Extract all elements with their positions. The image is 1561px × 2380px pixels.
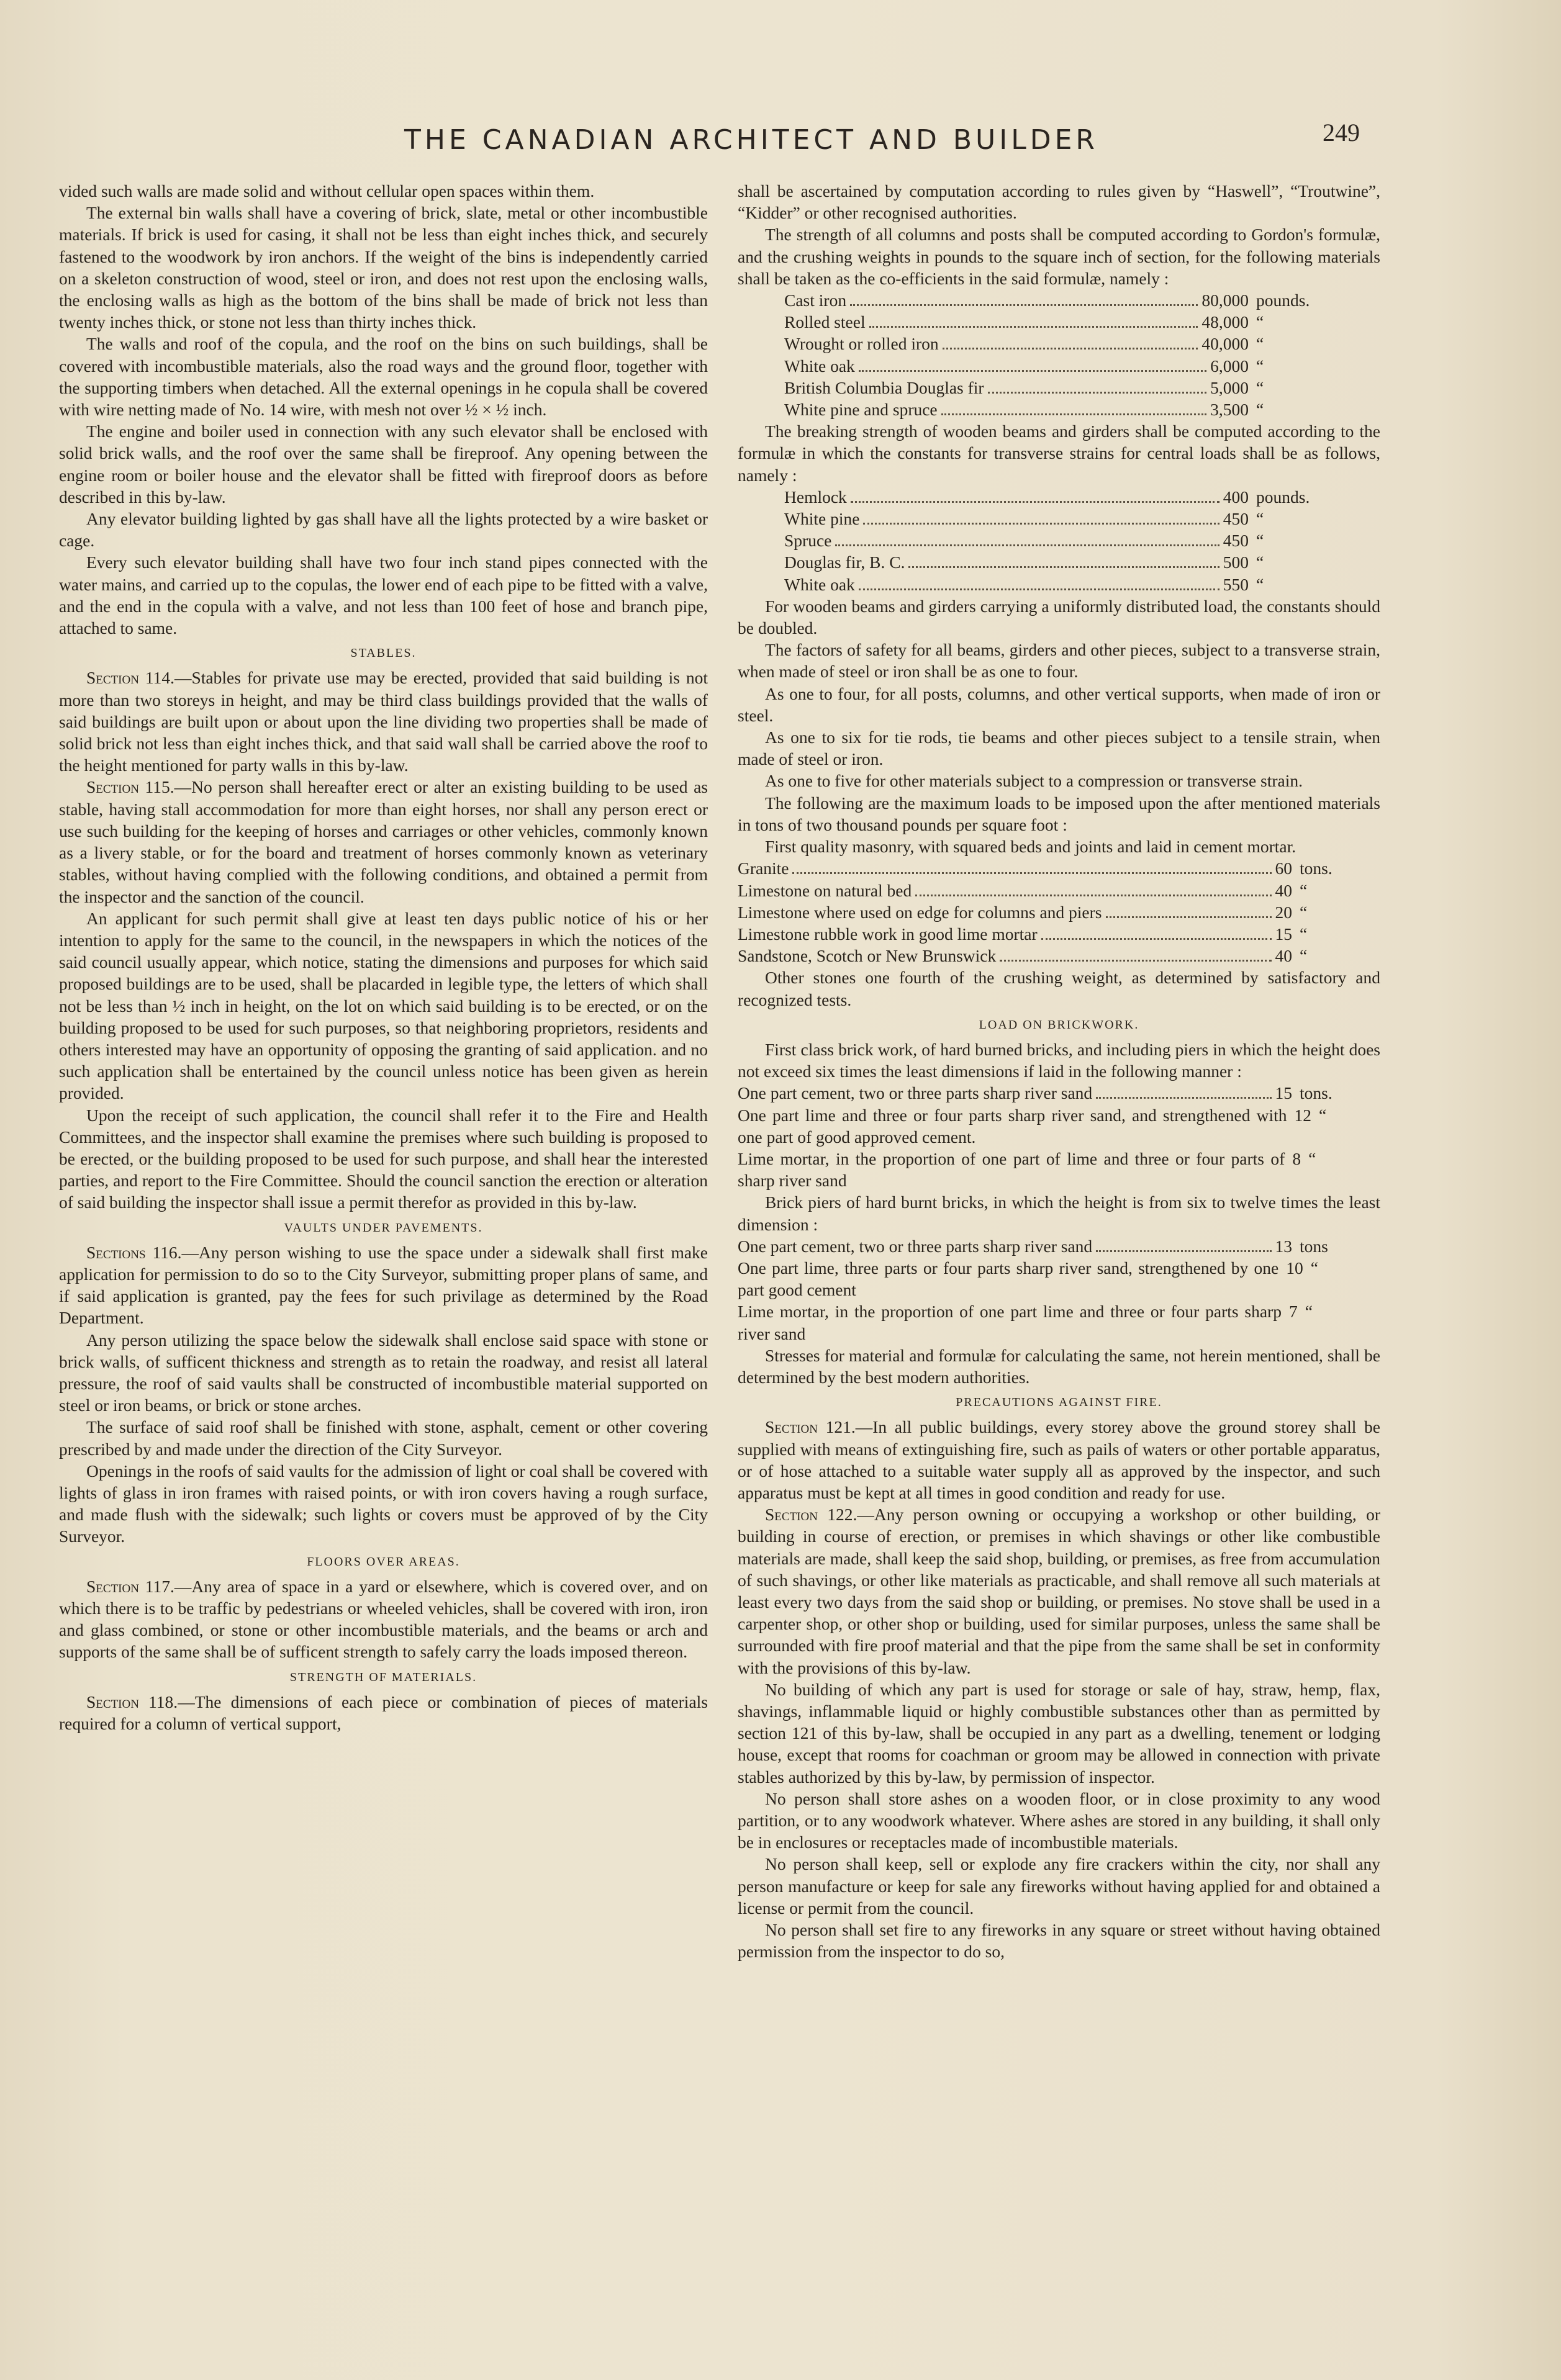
left-column: [59, 180, 708, 1734]
material-value: 8: [1292, 1148, 1301, 1168]
material-unit: tons.: [1300, 1083, 1333, 1103]
section-paragraph: [59, 1575, 708, 1663]
section-paragraph: [59, 1691, 708, 1734]
paragraph: First quality masonry, with squared beds and joints and laid in cement mortar.: [765, 837, 1296, 857]
material-name: Wrought or rolled iron: [784, 334, 939, 354]
leader-dots: [863, 523, 1219, 525]
material-unit: tons.: [1300, 859, 1333, 878]
section-heading: PRECAUTIONS AGAINST FIRE.: [956, 1395, 1162, 1410]
material-value: 550: [1223, 574, 1249, 594]
material-value: 40: [1275, 946, 1292, 966]
leader-dots: [869, 326, 1198, 328]
material-value: 40,000: [1201, 334, 1249, 354]
paragraph: No building of which any part is used for storage or sale of hay, straw, hemp, flax, shavings, inflammable liquid or highly combustible substances other than as permitted by section 121 of this by-law, shall be occupied in any part as a dwelling, tenement or lodging house, except that rooms for coachman or groom may be allowed in connection with private stables authorized by this by-law, by permission of inspector.: [738, 1679, 1380, 1787]
paragraph: Every such elevator building shall have two four inch stand pipes connected with the water mains, and carried up to the copulas, the lower end of each pipe to be fitted with a valve, and the end in the copula with a valve, and not less than 100 feet of hose and branch pipe, attached to same.: [59, 552, 708, 638]
material-unit: “: [1300, 880, 1308, 900]
section-text: —In all public buildings, every storey above the ground storey shall be supplied with means of extinguishing fire, such as pails of waters or other portable apparatus, or of hose attached to a suitable water supply all as approved by the inspector, and such apparatus must be kept at all times in good condition and ready for use.: [738, 1417, 1380, 1502]
paragraph: vided such walls are made solid and without cellular open spaces within them.: [59, 181, 595, 201]
material-unit: “: [1308, 1148, 1316, 1168]
section-label: Section 114.: [86, 668, 174, 688]
material-value: 80,000: [1201, 291, 1249, 310]
masonry-loads-table: [738, 857, 1380, 967]
material-unit: “: [1300, 924, 1308, 944]
material-unit: “: [1256, 574, 1264, 594]
material-name: Douglas fir, B. C.: [784, 552, 905, 572]
table-row: [738, 857, 1368, 879]
leader-dots: [908, 566, 1219, 568]
section-heading: STRENGTH OF MATERIALS.: [289, 1670, 477, 1684]
paragraph: No person shall keep, sell or explode any fire crackers within the city, nor shall any person manufacture or keep for sale any fireworks without having applied for and obtained a license or permit from the council.: [738, 1854, 1380, 1918]
table-row: [784, 508, 1324, 530]
material-value: 500: [1223, 552, 1249, 572]
section-text: —Any area of space in a yard or elsewhere, which is covered over, and on which there is to be traffic by pedestrians or wheeled vehicles, shall be covered with iron, iron and glass combined, or stone or other incombustible materials, and the beams or arch and supports of the same shall be of sufficent strength to safely carry the loads imposed thereon.: [59, 1576, 708, 1662]
leader-dots: [941, 413, 1206, 415]
material-name: Limestone on natural bed: [738, 880, 912, 900]
material-unit: “: [1256, 334, 1264, 354]
material-name: One part lime, three parts or four parts sharp river sand, strengthened by one part good cement: [738, 1258, 1279, 1300]
table-row: [784, 289, 1324, 311]
paragraph: The factors of safety for all beams, girders and other pieces, subject to a transverse strain, when made of steel or iron shall be as one to four.: [738, 640, 1380, 682]
material-unit: “: [1256, 531, 1264, 551]
section-label: Section 122.: [765, 1505, 857, 1525]
material-value: 48,000: [1201, 312, 1249, 332]
material-name: One part cement, two or three parts sharp river sand: [738, 1236, 1093, 1256]
material-name: Rolled steel: [784, 312, 866, 332]
section-label: Section 117.: [86, 1576, 174, 1596]
paragraph: First class brick work, of hard burned bricks, and including piers in which the height does not exceed six times the least dimensions if laid in the following manner :: [738, 1039, 1380, 1081]
leader-dots: [1096, 1097, 1271, 1099]
section-label: Section 115.: [86, 777, 174, 797]
leader-dots: [1106, 916, 1272, 918]
crushing-weights-table: [738, 289, 1380, 420]
leader-dots: [915, 895, 1271, 896]
material-name: White oak: [784, 356, 855, 376]
table-row: [738, 1148, 1368, 1191]
leader-dots: [988, 392, 1207, 394]
material-name: White oak: [784, 574, 855, 594]
table-row: [738, 880, 1368, 901]
leader-dots: [1096, 1250, 1271, 1252]
section-text: —Stables for private use may be erected, provided that said building is not more than two storeys in height, and may be third class buildings provided that the walls of said buildings are built upon or about upon the line dividing two properties shall be made of solid brick not less than eight inches thick, and that said wall shall be carried above the roof to the height mentioned for party walls in this by-law.: [59, 668, 708, 775]
material-value: 3,500: [1210, 400, 1249, 420]
paragraph: As one to six for tie rods, tie beams and other pieces subject to a tensile strain, when made of steel or iron.: [738, 728, 1380, 769]
page-header: [0, 118, 1561, 174]
material-unit: “: [1319, 1105, 1327, 1125]
section-heading: LOAD ON BRICKWORK.: [979, 1017, 1139, 1032]
paragraph: The surface of said roof shall be finished with stone, asphalt, cement or other covering prescribed by and made under the direction of the City Surveyor.: [59, 1417, 708, 1459]
table-row: [784, 530, 1324, 551]
material-unit: “: [1310, 1258, 1318, 1278]
material-unit: pounds.: [1256, 291, 1310, 310]
paragraph: Other stones one fourth of the crushing weight, as determined by satisfactory and recognized tests.: [738, 968, 1380, 1009]
paragraph: For wooden beams and girders carrying a uniformly distributed load, the constants should be doubled.: [738, 596, 1380, 638]
paragraph: Openings in the roofs of said vaults for the admission of light or coal shall be covered with lights of glass in iron frames with raised points, or with iron covers having a rough surface, and made flush with the sidewalk; such lights or covers must be approved of by the City Surveyor.: [59, 1461, 708, 1546]
paragraph: The strength of all columns and posts shall be computed according to Gordon's formulæ, and the crushing weights in pounds to the square inch of section, for the following materials shall be taken as the co-efficients in the said formulæ, namely :: [738, 225, 1380, 288]
table-row: [784, 377, 1324, 399]
table-row: [738, 901, 1368, 923]
paragraph: The walls and roof of the copula, and the roof on the bins on such buildings, shall be covered with incombustible materials, also the road ways and the ground floor, together with the supporting timbers when detached. All the external openings in he copula shall be covered with wire netting made of No. 14 wire, with mesh not over ½ × ½ inch.: [59, 334, 708, 420]
table-row: [784, 486, 1324, 508]
material-name: Limestone where used on edge for columns and piers: [738, 902, 1102, 922]
material-value: 5,000: [1210, 377, 1249, 397]
table-row: [784, 355, 1324, 377]
leader-dots: [792, 872, 1271, 874]
material-unit: “: [1256, 552, 1264, 572]
material-value: 15: [1275, 924, 1292, 944]
section-heading: STABLES.: [350, 646, 417, 660]
leader-dots: [1000, 960, 1271, 962]
leader-dots: [943, 348, 1198, 349]
material-value: 450: [1223, 509, 1249, 529]
table-row: [738, 1300, 1368, 1344]
leader-dots: [859, 588, 1219, 590]
leader-dots: [851, 501, 1219, 503]
material-value: 400: [1223, 487, 1249, 507]
material-unit: “: [1256, 356, 1264, 376]
material-name: Spruce: [784, 531, 832, 551]
brick-loads-table-1: [738, 1082, 1380, 1191]
paragraph: As one to four, for all posts, columns, and other vertical supports, when made of iron or steel.: [738, 683, 1380, 725]
table-row: [784, 574, 1324, 595]
material-unit: tons: [1300, 1236, 1328, 1256]
leader-dots: [859, 370, 1206, 372]
right-column: [738, 180, 1380, 1962]
material-unit: “: [1300, 902, 1308, 922]
table-row: [784, 311, 1324, 333]
material-value: 12: [1294, 1105, 1312, 1125]
material-unit: “: [1256, 377, 1264, 397]
table-row: [784, 551, 1324, 573]
table-row: [738, 1257, 1368, 1300]
brick-loads-table-2: [738, 1235, 1380, 1345]
section-label: Sections 116.: [86, 1242, 182, 1262]
page-number: 249: [1323, 119, 1360, 146]
material-name: Granite: [738, 859, 789, 878]
section-paragraph: [59, 776, 708, 907]
material-name: One part lime and three or four parts sharp river sand, and strengthened with one part of good approved cement.: [738, 1105, 1287, 1147]
material-name: Cast iron: [784, 291, 847, 310]
material-unit: “: [1256, 312, 1264, 332]
breaking-strength-table: [738, 486, 1380, 595]
table-row: [738, 1104, 1368, 1148]
table-row: [784, 333, 1324, 354]
paragraph: Upon the receipt of such application, the council shall refer it to the Fire and Health Committees, and the inspector shall examine the premises where such building is proposed to be erected, or the building proposed to be used for such purpose, and shall hear the interested parties, and report to the Fire Committee. Should the council sanction the erection or alteration of said building the inspector shall issue a permit therefor as provided in this by-law.: [59, 1105, 708, 1212]
material-value: 20: [1275, 902, 1292, 922]
material-name: One part cement, two or three parts sharp river sand: [738, 1083, 1093, 1103]
material-name: Lime mortar, in the proportion of one part of lime and three or four parts of sharp river sand: [738, 1148, 1285, 1191]
section-paragraph: [738, 1503, 1380, 1679]
paragraph: No person shall set fire to any fireworks in any square or street without having obtained permission from the inspector to do so,: [738, 1920, 1380, 1962]
material-value: 6,000: [1210, 356, 1249, 376]
paragraph: Any elevator building lighted by gas shall have all the lights protected by a wire basket or cage.: [59, 509, 708, 551]
material-unit: “: [1300, 946, 1308, 966]
section-heading: FLOORS OVER AREAS.: [307, 1554, 460, 1569]
section-heading: VAULTS UNDER PAVEMENTS.: [284, 1220, 483, 1235]
paragraph: Any person utilizing the space below the sidewalk shall enclose said space with stone or brick walls, of sufficent thickness and strength as to retain the roadway, and resist all lateral pressure, the roof of said vaults shall be constructed of incombustible material supported on steel or iron beams, or brick or stone arches.: [59, 1330, 708, 1415]
table-row: [738, 1082, 1368, 1104]
section-label: Section 118.: [86, 1692, 178, 1711]
paragraph: The external bin walls shall have a covering of brick, slate, metal or other incombustible materials. If brick is used for casing, it shall not be less than eight inches thick, and securely fastened to the woodwork by iron anchors. If the weight of the bins is independently carried on a skeleton construction of wood, steel or iron, and does not rest upon the enclosing walls, the enclosing walls as high as the bottom of the bins shall be made of brick not less than twenty inches thick, or stone not less than thirty inches thick.: [59, 203, 708, 332]
section-paragraph: [738, 1416, 1380, 1503]
paragraph: As one to five for other materials subject to a compression or transverse strain.: [765, 771, 1303, 791]
material-value: 40: [1275, 880, 1292, 900]
table-row: [784, 399, 1324, 420]
material-unit: “: [1256, 400, 1264, 420]
section-text: —The dimensions of each piece or combination of pieces of materials required for a column of vertical support,: [59, 1692, 708, 1734]
leader-dots: [1041, 938, 1272, 940]
paragraph: The engine and boiler used in connection with any such elevator shall be enclosed with solid brick walls, and the roof over the same shall be fireproof. Any opening between the engine room or boiler house and the elevator shall be fitted with fireproof doors as before described in this by-law.: [59, 421, 708, 507]
paragraph: The following are the maximum loads to be imposed upon the after mentioned materials in tons of two thousand pounds per square foot :: [738, 793, 1380, 834]
material-name: Sandstone, Scotch or New Brunswick: [738, 946, 997, 966]
material-value: 13: [1275, 1236, 1292, 1256]
material-value: 60: [1275, 859, 1292, 878]
section-text: —No person shall hereafter erect or alter an existing building to be used as stable, having stall accommodation for more than eight horses, nor shall any person erect or use such building for the keeping of horses and carriages or other vehicles, commonly known as a livery stable, or for the board and treatment of horses commonly known as veterinary stables, without having complied with the following conditions, and obtained a permit from the inspector and the sanction of the council.: [59, 777, 708, 906]
leader-dots: [835, 544, 1219, 546]
material-value: 450: [1223, 531, 1249, 551]
paragraph: No person shall store ashes on a wooden floor, or in close proximity to any wood partition, or to any woodwork whatever. Where ashes are stored in any building, it shall only be in enclosures or receptacles made of incombustible materials.: [738, 1788, 1380, 1852]
paragraph: shall be ascertained by computation according to rules given by “Haswell”, “Troutwine”, “Kidder” or other recognised authorities.: [738, 181, 1380, 223]
section-paragraph: [59, 1242, 708, 1329]
material-unit: pounds.: [1256, 487, 1310, 507]
paragraph: Brick piers of hard burnt bricks, in which the height is from six to twelve times the least dimension :: [738, 1192, 1380, 1234]
journal-title: THE CANADIAN ARCHITECT AND BUILDER: [404, 124, 1098, 156]
material-name: Hemlock: [784, 487, 847, 507]
material-name: Lime mortar, in the proportion of one part lime and three or four parts sharp river sand: [738, 1302, 1282, 1343]
material-name: White pine: [784, 509, 860, 529]
material-name: White pine and spruce: [784, 400, 938, 420]
paragraph: Stresses for material and formulæ for calculating the same, not herein mentioned, shall be determined by the best modern authorities.: [738, 1345, 1380, 1387]
section-label: Section 121.: [765, 1417, 856, 1437]
section-text: —Any person wishing to use the space under a sidewalk shall first make application for permission to do so to the City Surveyor, submitting proper plans of same, and if said application is granted, pay the fees for such privilage as determined by the Road Department.: [59, 1242, 708, 1328]
material-unit: “: [1256, 509, 1264, 529]
material-value: 15: [1275, 1083, 1292, 1103]
leader-dots: [850, 304, 1198, 306]
paragraph: An applicant for such permit shall give at least ten days public notice of his or her intention to apply for the same to the council, in the newspapers in which the notices of the said council usually appear, which notice, stating the dimensions and purposes for which said proposed buildings are to be used, shall be placarded in legible type, the letters of which shall not be less than ½ inch in height, on the lot on which said building is to be erected, or on the building proposed to be used for such purposes, so that neighboring proprietors, residents and others interested may have an opportunity of opposing the granting of said application. and no such application shall be entertained by the council unless notice has been given as herein provided.: [59, 908, 708, 1103]
section-text: —Any person owning or occupying a workshop or other building, or building in course of erection, or premises in which shavings or other like combustible materials are made, shall keep the said shop, building, or premises, as free from accumulation of such shavings, or other like materials as practicable, and shall remove all such materials at least every two days from the said shop or building, or premises. No stove shall be used in a carpenter shop, or other shop or building, used for similar purposes, unless the same shall be surrounded with fire proof material and that the pipe from the same shall be set in conformity with the provisions of this by-law.: [738, 1505, 1380, 1677]
material-name: Limestone rubble work in good lime mortar: [738, 924, 1038, 944]
material-name: British Columbia Douglas fir: [784, 377, 984, 397]
table-row: [738, 1235, 1368, 1257]
material-value: 7: [1288, 1302, 1298, 1322]
table-row: [738, 945, 1368, 967]
paragraph: The breaking strength of wooden beams and girders shall be computed according to the formulæ in which the constants for transverse strains for central loads shall be as follows, namely :: [738, 421, 1380, 485]
material-value: 10: [1286, 1258, 1303, 1278]
material-unit: “: [1305, 1302, 1313, 1322]
table-row: [738, 923, 1368, 945]
section-paragraph: [59, 667, 708, 776]
